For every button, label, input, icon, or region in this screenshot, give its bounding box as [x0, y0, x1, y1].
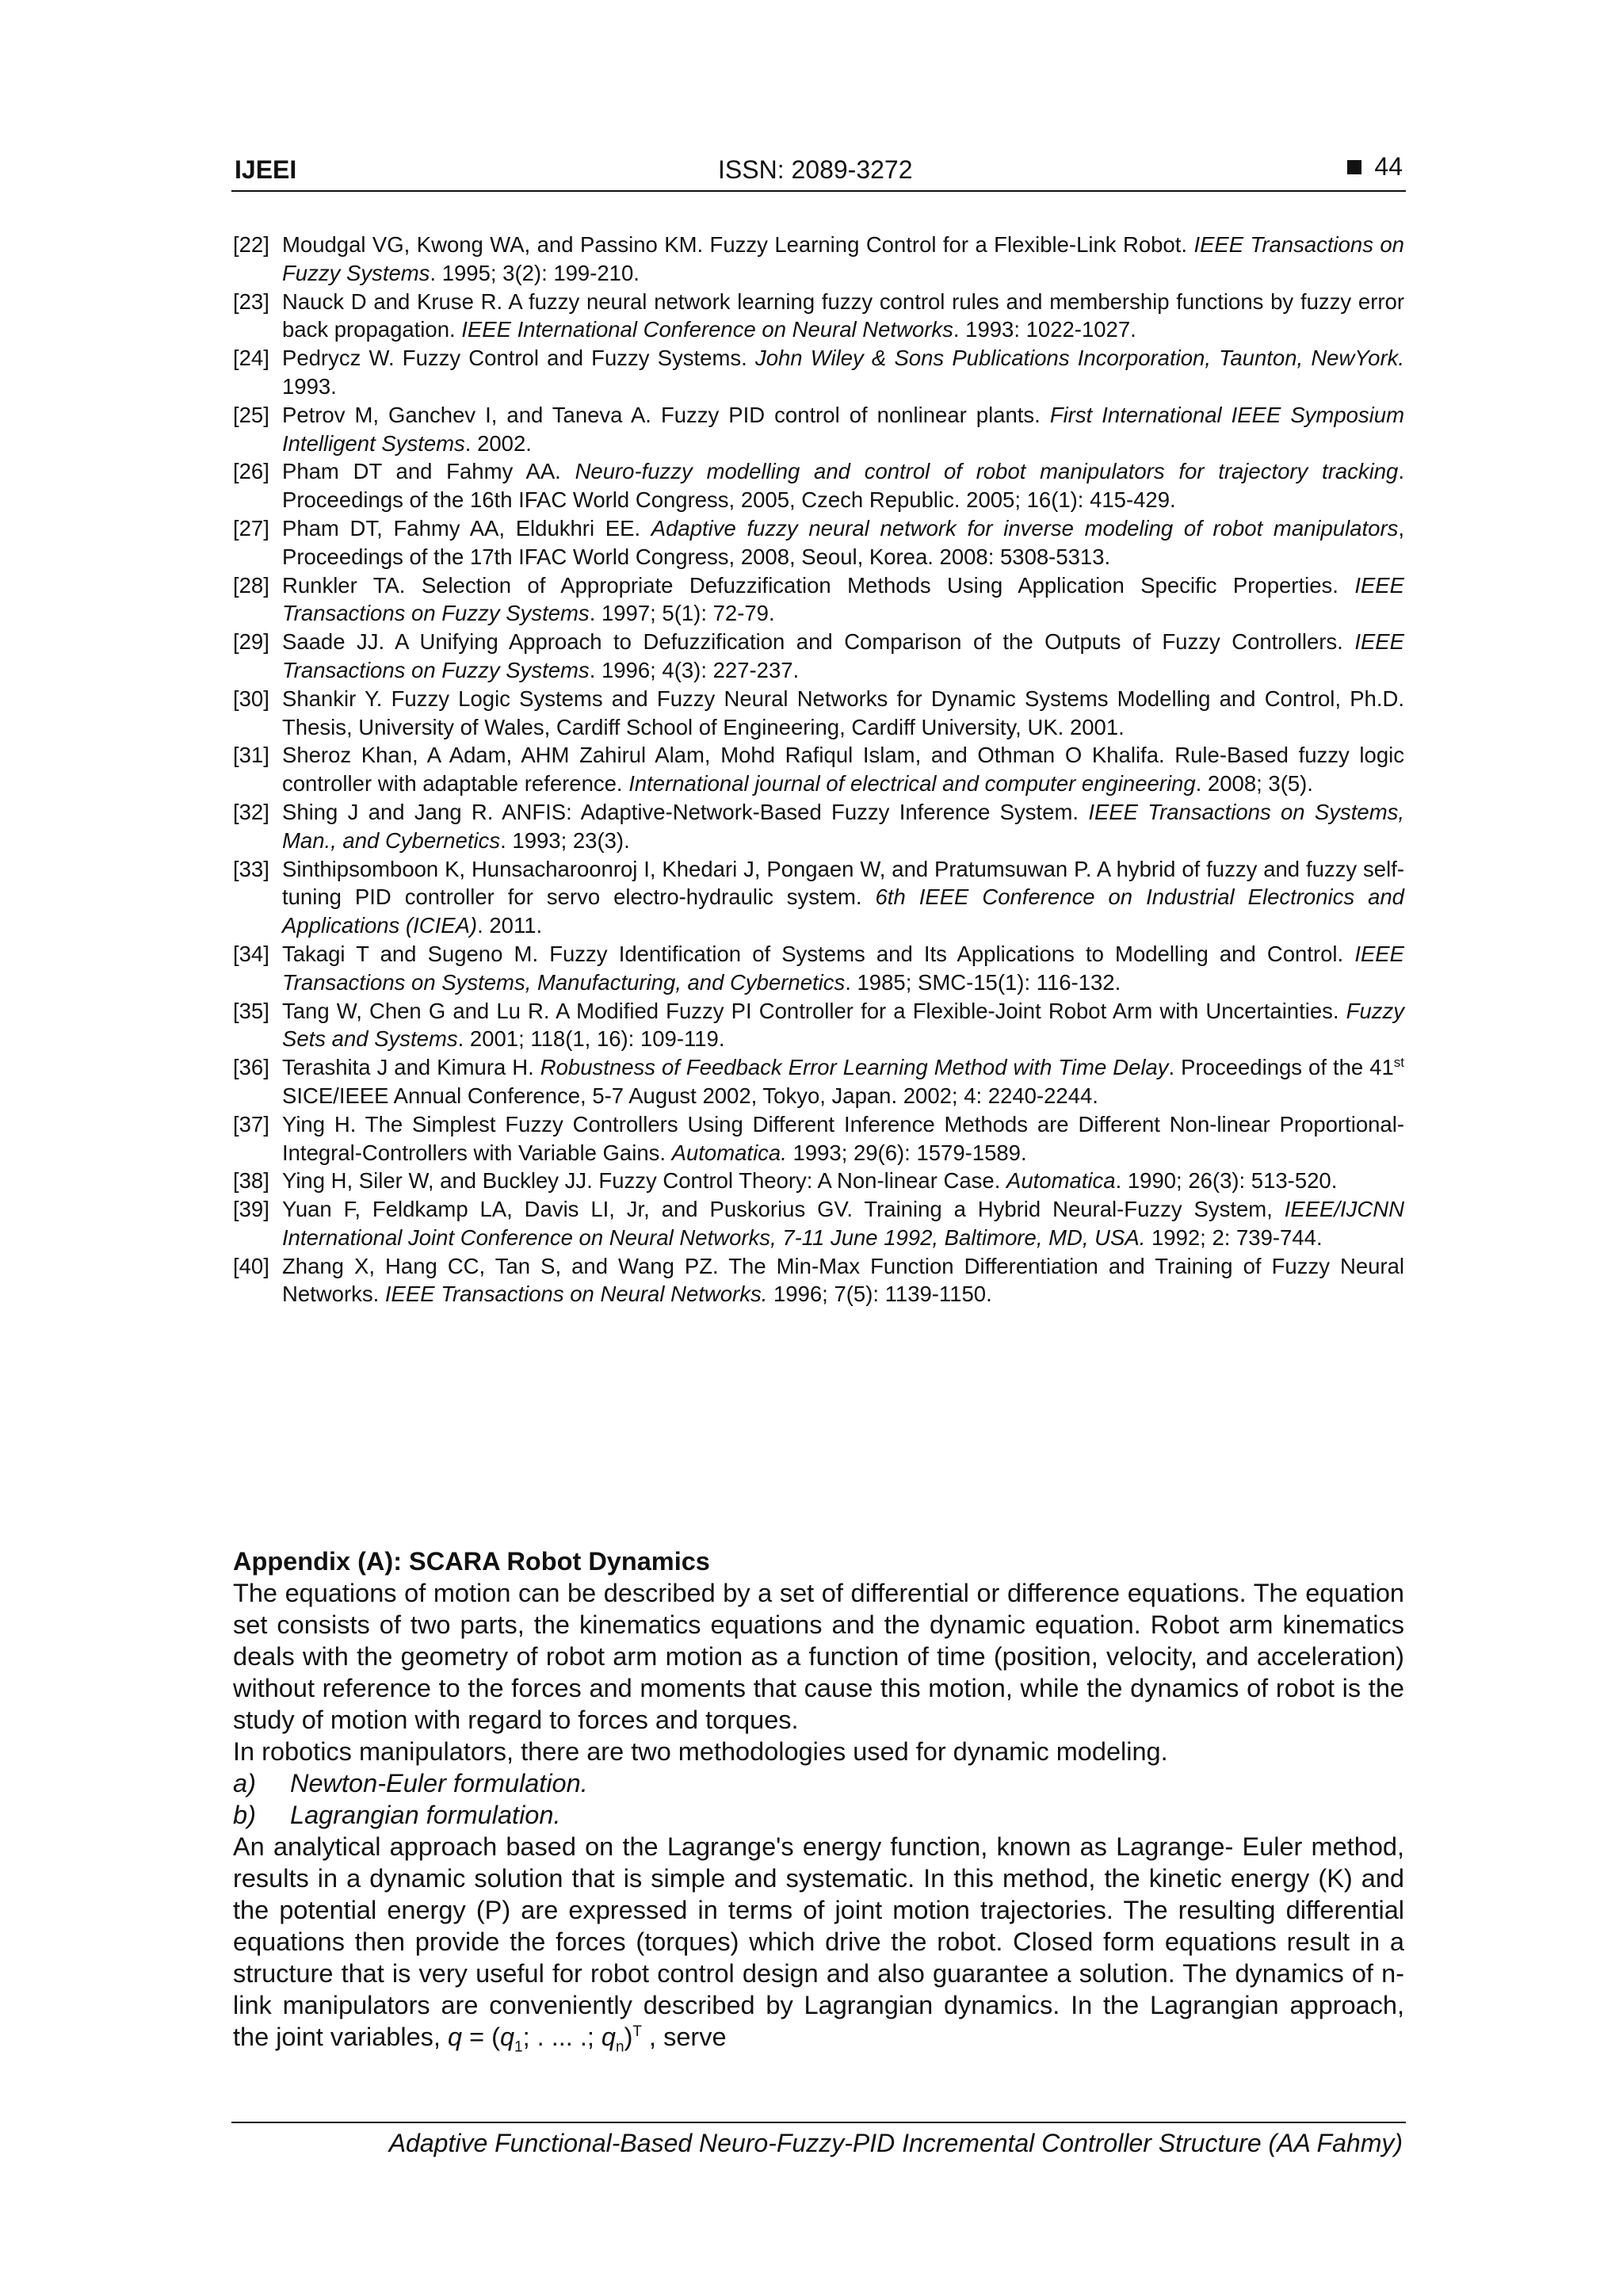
- reference-item: [233, 685, 1404, 742]
- reference-item: [233, 997, 1404, 1054]
- eq-sub-1: 1: [514, 2038, 523, 2056]
- list-item: [233, 1767, 1404, 1799]
- reference-source: IEEE Transactions on Fuzzy Systems: [282, 232, 1404, 285]
- reference-item: [233, 1053, 1404, 1110]
- reference-source: Automatica: [1006, 1168, 1116, 1194]
- reference-item: [233, 1167, 1404, 1195]
- reference-source: Neuro-fuzzy modelling and control of robot manipulators for trajectory tracking: [575, 459, 1399, 484]
- paragraph-text: An analytical approach based on the Lagrange's energy function, known as Lagrange- Euler method, results in a dynamic solution that is simple and systematic. In this method, the kinetic energy (K) and the potential energy (P) are expressed in terms of joint motion trajectories. The resulting differential equations then provide the forces (torques) which drive the robot. Closed form equations result in a structure that is very useful for robot control design and also guarantee a solution. The dynamics of n-link manipulators are conveniently described by Lagrangian dynamics. In the Lagrangian approach, the joint variables,: [233, 1832, 1404, 2051]
- reference-number: [30]: [233, 686, 269, 711]
- header-rule: [231, 190, 1406, 192]
- reference-text: 1996; 7(5): 1139-1150.: [767, 1282, 992, 1307]
- reference-list: [233, 231, 1404, 1308]
- appendix-paragraph-1: The equations of motion can be described by a set of differential or difference equations. The equation set consists of two parts, the kinematics equations and the dynamic equation. Robot arm kinematics deals with the geometry of robot arm motion as a function of time (position, velocity, and acceleration) without reference to the forces and moments that cause this motion, while the dynamics of robot is the study of motion with regard to forces and torques.: [233, 1579, 1404, 1734]
- reference-number: [31]: [233, 743, 269, 768]
- reference-source: John Wiley & Sons Publications Incorporation, Taunton, NewYork.: [754, 346, 1404, 371]
- eq-qn: q: [601, 2023, 616, 2051]
- reference-number: [26]: [233, 459, 269, 484]
- reference-text: Pham DT and Fahmy AA.: [282, 459, 575, 484]
- reference-number: [33]: [233, 856, 269, 881]
- eq-q1: q: [499, 2023, 515, 2051]
- reference-text: , Proceedings of the 17th IFAC World Congress, 2008, Seoul, Korea. 2008: 5308-5313.: [282, 515, 1404, 569]
- reference-number: [39]: [233, 1197, 269, 1222]
- reference-text: . 1990; 26(3): 513-520.: [1115, 1168, 1338, 1194]
- eq-ellipsis: ; . ... .;: [522, 2023, 601, 2051]
- list-item: [233, 1799, 1404, 1831]
- page-number-block: [1347, 152, 1403, 181]
- reference-number: [29]: [233, 629, 269, 655]
- reference-text: . 1993; 23(3).: [500, 827, 630, 853]
- reference-item: [233, 231, 1404, 288]
- reference-number: [38]: [233, 1168, 269, 1194]
- appendix-title: Appendix (A): SCARA Robot Dynamics: [233, 1547, 710, 1576]
- reference-text: . 2011.: [477, 913, 543, 938]
- reference-text: Takagi T and Sugeno M. Fuzzy Identification of Systems and Its Applications to Modelling and Control.: [282, 941, 1355, 966]
- paragraph-tail: , serve: [642, 2023, 727, 2051]
- reference-text: . Proceedings of the 16th IFAC World Congress, 2005, Czech Republic. 2005; 16(1): 415-429.: [282, 459, 1404, 513]
- reference-number: [27]: [233, 515, 269, 541]
- reference-text: Ying H, Siler W, and Buckley JJ. Fuzzy Control Theory: A Non-linear Case.: [282, 1168, 1006, 1194]
- page-number: 44: [1374, 152, 1403, 181]
- reference-text: Shankir Y. Fuzzy Logic Systems and Fuzzy Neural Networks for Dynamic Systems Modelling and Control, Ph.D. Thesis, University of Wales, Cardiff School of Engineering, Cardiff University, UK. 2001.: [282, 686, 1404, 739]
- reference-text: Runkler TA. Selection of Appropriate Defuzzification Methods Using Application Specific Properties.: [282, 572, 1355, 598]
- reference-text: Pham DT, Fahmy AA, Eldukhri EE.: [282, 515, 651, 541]
- reference-text: Sinthipsomboon K, Hunsacharoonroj I, Khedari J, Pongaen W, and Pratumsuwan P. A hybrid of fuzzy and fuzzy self-tuning PID controller for servo electro-hydraulic system.: [282, 856, 1404, 910]
- reference-number: [22]: [233, 232, 269, 257]
- reference-text: Yuan F, Feldkamp LA, Davis LI, Jr, and Puskorius GV. Training a Hybrid Neural-Fuzzy System,: [282, 1197, 1285, 1222]
- reference-text: . Proceedings of the 41: [1168, 1055, 1394, 1080]
- reference-text: 1993.: [282, 373, 337, 399]
- list-text: Lagrangian formulation.: [290, 1801, 561, 1829]
- reference-number: [34]: [233, 941, 269, 966]
- list-label: a): [233, 1769, 256, 1797]
- reference-source: 6th IEEE Conference on Industrial Electronics and Applications (ICIEA): [282, 884, 1404, 938]
- reference-text: Tang W, Chen G and Lu R. A Modified Fuzzy PI Controller for a Flexible-Joint Robot Arm with Uncertainties.: [282, 998, 1346, 1023]
- reference-source: Fuzzy Sets and Systems: [282, 998, 1404, 1052]
- eq-close: ): [624, 2023, 633, 2051]
- reference-text: SICE/IEEE Annual Conference, 5-7 August 2002, Tokyo, Japan. 2002; 4: 2240-2244.: [282, 1083, 1098, 1108]
- reference-number: [23]: [233, 288, 269, 314]
- appendix-paragraph-2: In robotics manipulators, there are two methodologies used for dynamic modeling.: [233, 1737, 1168, 1766]
- page-header: [231, 151, 1406, 187]
- reference-text: Zhang X, Hang CC, Tan S, and Wang PZ. The Min-Max Function Differentiation and Training of Fuzzy Neural Networks.: [282, 1253, 1404, 1307]
- reference-text: Moudgal VG, Kwong WA, and Passino KM. Fuzzy Learning Control for a Flexible-Link Robot.: [282, 232, 1194, 257]
- reference-text: . 2008; 3(5).: [1195, 771, 1313, 797]
- reference-text: . 1995; 3(2): 199-210.: [430, 260, 640, 285]
- reference-source: Robustness of Feedback Error Learning Method with Time Delay: [540, 1055, 1169, 1080]
- reference-item: [233, 288, 1404, 345]
- appendix-section: [233, 1545, 1404, 2056]
- list-label: b): [233, 1801, 256, 1829]
- reference-text: . 2002.: [464, 430, 532, 456]
- eq-q: q: [447, 2023, 463, 2051]
- reference-item: [233, 940, 1404, 997]
- reference-text: 1993; 29(6): 1579-1589.: [786, 1140, 1027, 1165]
- reference-number: [36]: [233, 1055, 269, 1080]
- reference-text: . 2001; 118(1, 16): 109-119.: [457, 1026, 725, 1052]
- reference-source: International journal of electrical and computer engineering: [628, 771, 1196, 797]
- reference-source: IEEE Transactions on Fuzzy Systems: [282, 629, 1404, 682]
- reference-item: [233, 628, 1404, 685]
- reference-text: Sheroz Khan, A Adam, AHM Zahirul Alam, Mohd Rafiqul Islam, and Othman O Khalifa. Rule-Based fuzzy logic controller with adaptable reference.: [282, 743, 1404, 797]
- reference-number: [25]: [233, 402, 269, 427]
- appendix-paragraph-3: [233, 1831, 1404, 2056]
- reference-source: IEEE Transactions on Systems, Manufacturing, and Cybernetics: [282, 941, 1404, 995]
- reference-item: [233, 741, 1404, 798]
- reference-text: Saade JJ. A Unifying Approach to Defuzzification and Comparison of the Outputs of Fuzzy Controllers.: [282, 629, 1355, 655]
- square-bullet-icon: [1347, 160, 1361, 174]
- reference-number: [37]: [233, 1111, 269, 1137]
- reference-text: Nauck D and Kruse R. A fuzzy neural network learning fuzzy control rules and membership functions by fuzzy error back propagation.: [282, 288, 1404, 342]
- reference-text: Terashita J and Kimura H.: [282, 1055, 540, 1080]
- reference-number: [32]: [233, 799, 269, 824]
- reference-item: [233, 514, 1404, 571]
- eq-sub-n: n: [616, 2038, 624, 2056]
- reference-number: [40]: [233, 1253, 269, 1278]
- footer-rule: [231, 2122, 1406, 2123]
- reference-text: st: [1393, 1054, 1404, 1070]
- reference-text: Shing J and Jang R. ANFIS: Adaptive-Network-Based Fuzzy Inference System.: [282, 799, 1089, 824]
- reference-text: . 1997; 5(1): 72-79.: [589, 601, 775, 626]
- reference-text: . 1985; SMC-15(1): 116-132.: [845, 969, 1121, 995]
- reference-number: [24]: [233, 346, 269, 371]
- issn: ISSN: 2089-3272: [718, 155, 913, 184]
- reference-source: IEEE Transactions on Fuzzy Systems: [282, 572, 1404, 626]
- reference-text: 1992; 2: 739-744.: [1145, 1224, 1323, 1250]
- reference-text: Pedrycz W. Fuzzy Control and Fuzzy Systems.: [282, 346, 755, 371]
- reference-number: [28]: [233, 572, 269, 598]
- reference-source: IEEE Transactions on Neural Networks.: [384, 1282, 768, 1307]
- reference-text: . 1996; 4(3): 227-237.: [589, 657, 800, 682]
- reference-item: [233, 798, 1404, 855]
- reference-source: IEEE/IJCNN International Joint Conference on Neural Networks, 7-11 June 1992, Baltimore, MD, USA.: [282, 1197, 1404, 1250]
- list-text: Newton-Euler formulation.: [290, 1769, 588, 1797]
- reference-text: Ying H. The Simplest Fuzzy Controllers Using Different Inference Methods are Different Non-linear Proportional-Integral-Controllers with Variable Gains.: [282, 1111, 1404, 1165]
- reference-number: [35]: [233, 998, 269, 1023]
- reference-item: [233, 1110, 1404, 1167]
- reference-source: IEEE Transactions on Systems, Man., and Cybernetics: [282, 799, 1404, 853]
- reference-source: IEEE International Conference on Neural Networks: [461, 317, 953, 342]
- reference-item: [233, 1252, 1404, 1309]
- reference-source: First International IEEE Symposium Intelligent Systems: [282, 402, 1404, 456]
- journal-name: IJEEI: [235, 155, 297, 184]
- reference-source: Automatica.: [671, 1140, 787, 1165]
- reference-source: Adaptive fuzzy neural network for inverse modeling of robot manipulators: [651, 515, 1399, 541]
- eq-transpose: T: [632, 2023, 643, 2041]
- page-footer: Adaptive Functional-Based Neuro-Fuzzy-PID Incremental Controller Structure (AA Fahmy): [388, 2129, 1403, 2157]
- reference-item: [233, 401, 1404, 458]
- eq-sign: = (: [462, 2023, 500, 2051]
- reference-item: [233, 344, 1404, 401]
- reference-item: [233, 571, 1404, 628]
- reference-item: [233, 855, 1404, 940]
- reference-item: [233, 457, 1404, 514]
- reference-item: [233, 1195, 1404, 1252]
- reference-text: Petrov M, Ganchev I, and Taneva A. Fuzzy PID control of nonlinear plants.: [282, 402, 1050, 427]
- reference-text: . 1993: 1022-1027.: [953, 317, 1136, 342]
